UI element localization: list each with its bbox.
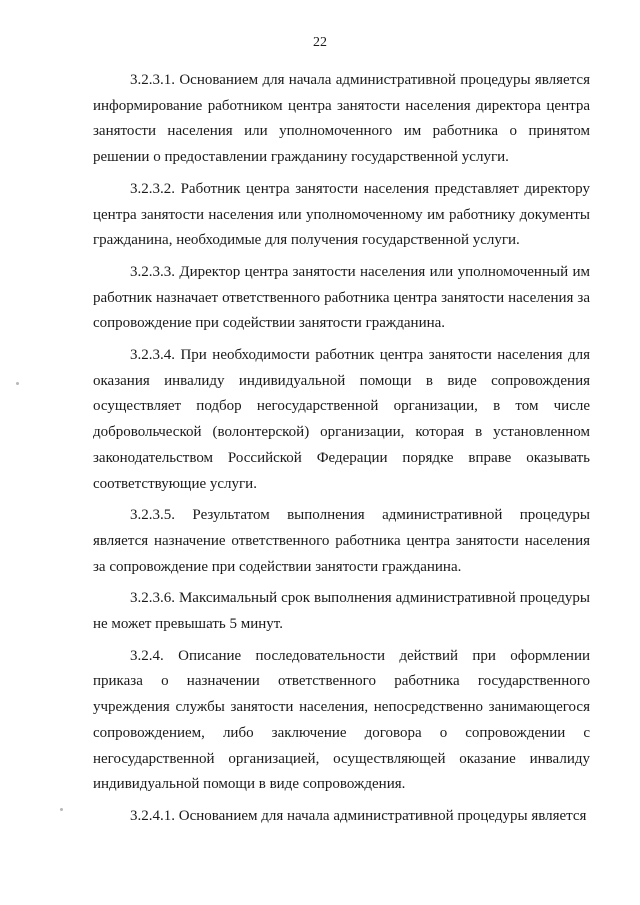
paragraph-3-2-3-4	[93, 343, 590, 497]
paragraph-number: 3.2.4.	[130, 647, 164, 664]
paragraph-3-2-4-1	[93, 804, 590, 830]
paragraph-3-2-3-3	[93, 260, 590, 337]
paragraph-text: Работник центра занятости населения представляет директору центра занятости населения или уполномоченному им работнику документы гражданина, необходимые для получения государственной услуги.	[93, 180, 590, 249]
paragraph-3-2-3-1	[93, 68, 590, 171]
paragraph-number: 3.2.3.6.	[130, 590, 175, 607]
paragraph-number: 3.2.3.2.	[130, 180, 175, 197]
paragraph-text: Основанием для начала административной процедуры является информирование работником центра занятости населения директора центра занятости населения или уполномоченного им работника о принятом решении о предоставлении гражданину государственной услуги.	[93, 72, 590, 166]
paragraph-text: Описание последовательности действий при оформлении приказа о назначении ответственного работника государственного учреждения службы занятости населения, непосредственно занимающегося сопровождением, либо заключение договора о сопровождении с негосударственной организацией, осуществляющей оказание инвалиду индивидуальной помощи в виде сопровождения.	[93, 647, 591, 793]
paragraph-number: 3.2.3.1.	[130, 72, 175, 88]
scan-speck	[16, 382, 19, 385]
paragraph-text: Основанием для начала административной процедуры является	[178, 807, 587, 824]
paragraph-number: 3.2.3.3.	[130, 263, 175, 280]
paragraph-text: Директор центра занятости населения или уполномоченный им работник назначает ответственного работника центра занятости населения за сопровождение при содействии занятости гражданина.	[93, 263, 590, 332]
paragraph-3-2-4	[93, 644, 590, 798]
paragraph-number: 3.2.4.1.	[130, 807, 175, 824]
paragraph-number: 3.2.3.4.	[130, 347, 175, 364]
paragraph-text: Максимальный срок выполнения административной процедуры не может превышать 5 минут.	[93, 590, 590, 633]
paragraph-text: Результатом выполнения административной процедуры является назначение ответственного работника центра занятости населения за сопровождение при содействии занятости гражданина.	[93, 507, 591, 575]
scan-speck	[60, 808, 63, 811]
paragraph-3-2-3-2	[93, 177, 590, 254]
paragraph-number: 3.2.3.5.	[130, 507, 175, 524]
paragraph-3-2-3-5	[93, 503, 590, 580]
document-body	[93, 68, 590, 836]
paragraph-text: При необходимости работник центра занятости населения для оказания инвалиду индивидуальной помощи в виде сопровождения осуществляет подбор негосударственной организации, в том числе добровольческой (волонтерской) организации, которая в установленном законодательством Российской Федерации порядке вправе оказывать соответствующие услуги.	[93, 347, 590, 492]
paragraph-3-2-3-6	[93, 586, 590, 637]
page-number: 22	[313, 35, 327, 50]
